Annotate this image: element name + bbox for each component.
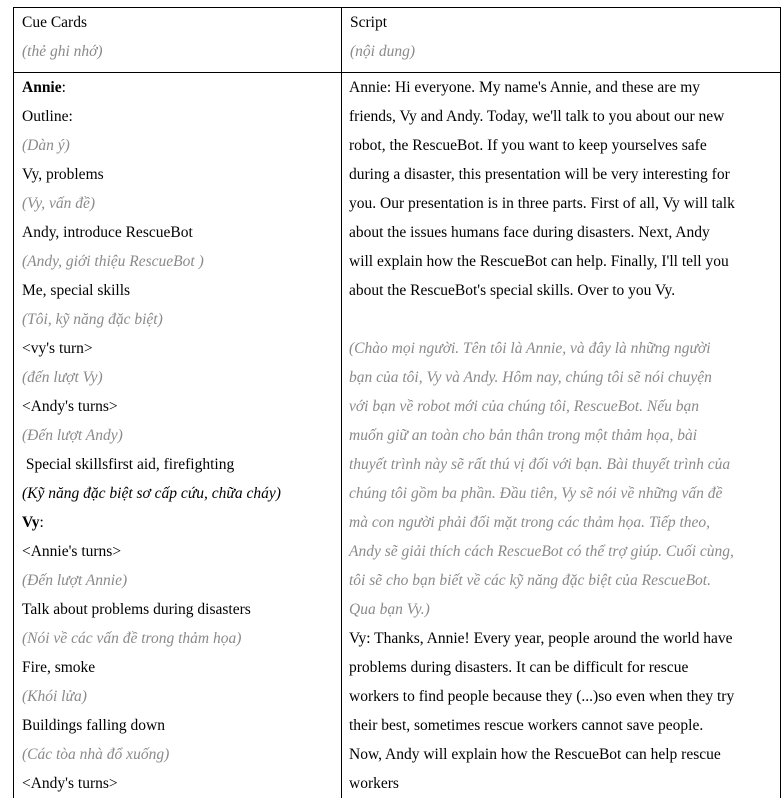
cue-cards-script-table: [13, 7, 781, 798]
script-line: robot, the RescueBot. If you want to keep yourselves safe: [349, 131, 774, 160]
cue-item: <Annie's turns>: [14, 537, 341, 566]
speaker-name: Annie: [22, 79, 62, 96]
cue-item: <Andy's turns>: [14, 769, 341, 798]
annie-script-vietnamese: [342, 334, 780, 624]
paragraph-spacer: [342, 305, 780, 334]
script-translation-line: Qua bạn Vy.): [349, 595, 774, 624]
script-translation-line: tôi sẽ cho bạn biết về các kỹ năng đặc biệt của RescueBot.: [349, 566, 774, 595]
header-left-title: Cue Cards: [14, 8, 341, 37]
cue-translation: (Nói về các vấn đề trong thảm họa): [14, 624, 341, 653]
script-line: Vy: Thanks, Annie! Every year, people around the world have: [349, 624, 774, 653]
script-line: workers to find people because they (...)so even when they try: [349, 682, 774, 711]
header-row: [14, 8, 781, 73]
script-translation-line: thuyết trình này sẽ rất thú vị đối với bạn. Bài thuyết trình của: [349, 450, 774, 479]
cue-translation: (Dàn ý): [14, 131, 341, 160]
cue-translation: (Đến lượt Andy): [14, 421, 341, 450]
cue-speaker-heading: [14, 73, 341, 102]
cue-cards-cell: [14, 73, 342, 798]
script-line: you. Our presentation is in three parts. First of all, Vy will talk: [349, 189, 774, 218]
script-line: during a disaster, this presentation will be very interesting for: [349, 160, 774, 189]
cue-item: Andy, introduce RescueBot: [14, 218, 341, 247]
script-line: their best, sometimes rescue workers cannot save people.: [349, 711, 774, 740]
script-translation-line: mà con người phải đối mặt trong các thảm họa. Tiếp theo,: [349, 508, 774, 537]
header-right-subtitle: (nội dung): [342, 37, 780, 66]
cue-translation: (Andy, giới thiệu RescueBot ): [14, 247, 341, 276]
cue-translation: (Vy, vấn đề): [14, 189, 341, 218]
cue-speaker-heading: [14, 508, 341, 537]
cue-item: Outline:: [14, 102, 341, 131]
cue-translation: (Khói lửa): [14, 682, 341, 711]
cue-translation: (Tôi, kỹ năng đặc biệt): [14, 305, 341, 334]
script-line: about the issues humans face during disasters. Next, Andy: [349, 218, 774, 247]
script-line: friends, Vy and Andy. Today, we'll talk to you about our new: [349, 102, 774, 131]
speaker-suffix: :: [40, 514, 44, 531]
cue-translation: (Các tòa nhà đổ xuống): [14, 740, 341, 769]
header-left-subtitle: (thẻ ghi nhớ): [14, 37, 341, 66]
cue-translation: (đến lượt Vy): [14, 363, 341, 392]
script-translation-line: (Chào mọi người. Tên tôi là Annie, và đây là những người: [349, 334, 774, 363]
header-right-title: Script: [342, 8, 780, 37]
cue-item: Me, special skills: [14, 276, 341, 305]
cue-item: Talk about problems during disasters: [14, 595, 341, 624]
cue-translation: (Kỹ năng đặc biệt sơ cấp cứu, chữa cháy): [14, 479, 341, 508]
annie-script-english: [342, 73, 780, 305]
script-line: Annie: Hi everyone. My name's Annie, and these are my: [349, 73, 774, 102]
script-line: workers: [349, 769, 774, 798]
speaker-name: Vy: [22, 514, 40, 531]
script-line: Now, Andy will explain how the RescueBot can help rescue: [349, 740, 774, 769]
cue-item: <vy's turn>: [14, 334, 341, 363]
cue-item: Fire, smoke: [14, 653, 341, 682]
cue-item: Special skillsfirst aid, firefighting: [14, 450, 341, 479]
script-line: will explain how the RescueBot can help. Finally, I'll tell you: [349, 247, 774, 276]
script-translation-line: Andy sẽ giải thích cách RescueBot có thể trợ giúp. Cuối cùng,: [349, 537, 774, 566]
cue-translation: (Đến lượt Annie): [14, 566, 341, 595]
cue-card-list: [14, 73, 341, 798]
header-script-cell: [342, 8, 781, 73]
body-row: [14, 73, 781, 798]
script-translation-line: với bạn về robot mới của chúng tôi, RescueBot. Nếu bạn: [349, 392, 774, 421]
cue-item: Vy, problems: [14, 160, 341, 189]
script-translation-line: chúng tôi gồm ba phần. Đầu tiên, Vy sẽ nói về những vấn đề: [349, 479, 774, 508]
script-translation-line: bạn của tôi, Vy và Andy. Hôm nay, chúng tôi sẽ nói chuyện: [349, 363, 774, 392]
script-line: problems during disasters. It can be difficult for rescue: [349, 653, 774, 682]
cue-item: Buildings falling down: [14, 711, 341, 740]
vy-script-english: [342, 624, 780, 798]
script-cell: [342, 73, 781, 798]
script-line: about the RescueBot's special skills. Over to you Vy.: [349, 276, 774, 305]
speaker-suffix: :: [62, 79, 66, 96]
script-translation-line: muốn giữ an toàn cho bản thân trong một thảm họa, bài: [349, 421, 774, 450]
cue-item: <Andy's turns>: [14, 392, 341, 421]
header-cue-cards-cell: [14, 8, 342, 73]
